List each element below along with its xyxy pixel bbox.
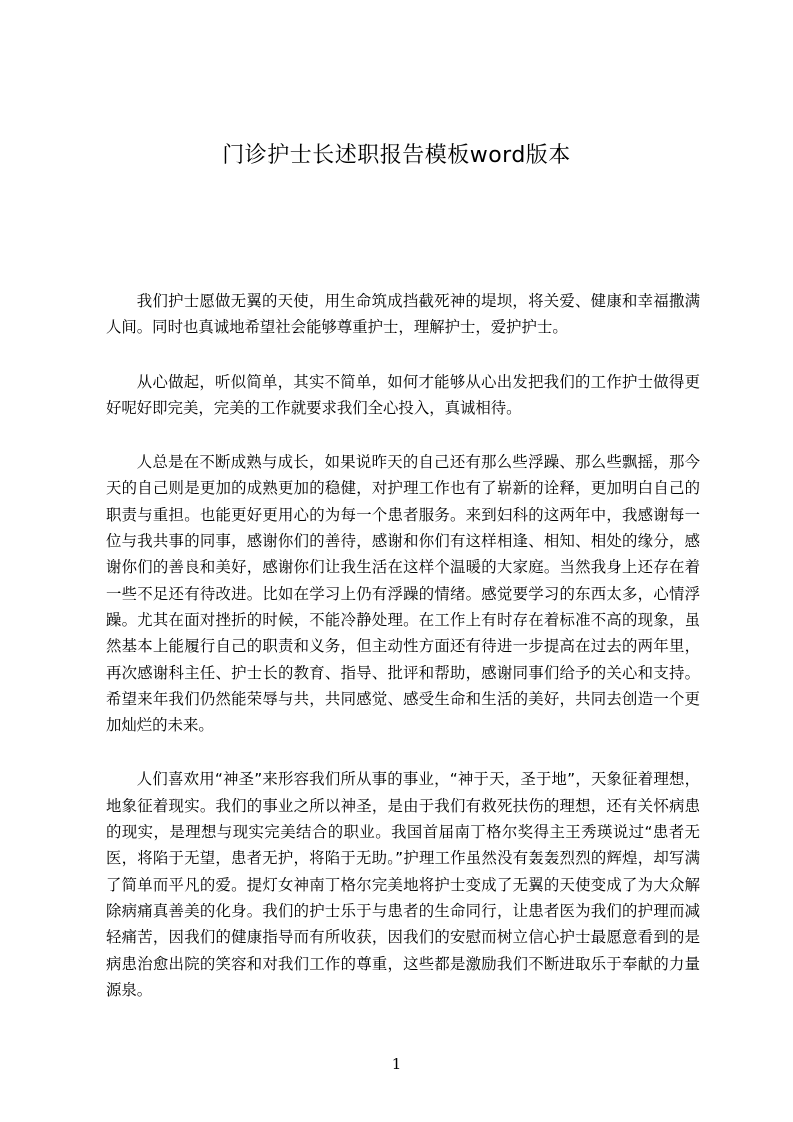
document-body [106,288,700,1031]
page-number: 1 [391,1055,402,1073]
paragraph-3: 人总是在不断成熟与成长，如果说昨天的自己还有那么些浮躁、那么些飘摇，那今天的自己则是更加的成熟更加的稳健，对护理工作也有了崭新的诠释，更加明白自己的职责与重担。也能更好更用心的为每一个患者服务。来到妇科的这两年中，我感谢每一位与我共事的同事，感谢你们的善待，感谢和你们有这样相逢、相知、相处的缘分，感谢你们的善良和美好，感谢你们让我生活在这样个温暖的大家庭。当然我身上还存在着一些不足还有待改进。比如在学习上仍有浮躁的情绪。感觉要学习的东西太多，心情浮躁。尤其在面对挫折的时候，不能冷静处理。在工作上有时存在着标准不高的现象，虽然基本上能履行自己的职责和义务，但主动性方面还有待进一步提高在过去的两年里，再次感谢科主任、护士长的教育、指导、批评和帮助，感谢同事们给予的关心和支持。希望来年我们仍然能荣辱与共，共同感觉、感受生命和生活的美好，共同去创造一个更加灿烂的未来。 [106,453,700,735]
paragraph-4: 人们喜欢用“神圣”来形容我们所从事的事业，“神于天，圣于地”，天象征着理想，地象征着现实。我们的事业之所以神圣，是由于我们有救死扶伤的理想，还有关怀病患的现实，是理想与现实完美结合的职业。我国首届南丁格尔奖得主王秀瑛说过“患者无医，将陷于无望，患者无护，将陷于无助。”护理工作虽然没有轰轰烈烈的辉煌，却写满了简单而平凡的爱。提灯女神南丁格尔完美地将护士变成了无翼的天使变成了为大众解除病痛真善美的化身。我们的护士乐于与患者的生命同行，让患者医为我们的护理而减轻痛苦，因我们的健康指导而有所收获，因我们的安慰而树立信心护士最愿意看到的是病患治愈出院的笑容和对我们工作的尊重，这些都是激励我们不断进取乐于奉献的力量源泉。 [106,770,700,999]
paragraph-1: 我们护士愿做无翼的天使，用生命筑成挡截死神的堤坝，将关爱、健康和幸福撒满人间。同时也真诚地希望社会能够尊重护士，理解护士，爱护护士。 [106,292,700,337]
document-title: 门诊护士长述职报告模板word版本 [222,143,571,168]
paragraph-2: 从心做起，听似简单，其实不简单，如何才能够从心出发把我们的工作护士做得更好呢好即完美，完美的工作就要求我们全心投入，真诚相待。 [106,372,700,417]
